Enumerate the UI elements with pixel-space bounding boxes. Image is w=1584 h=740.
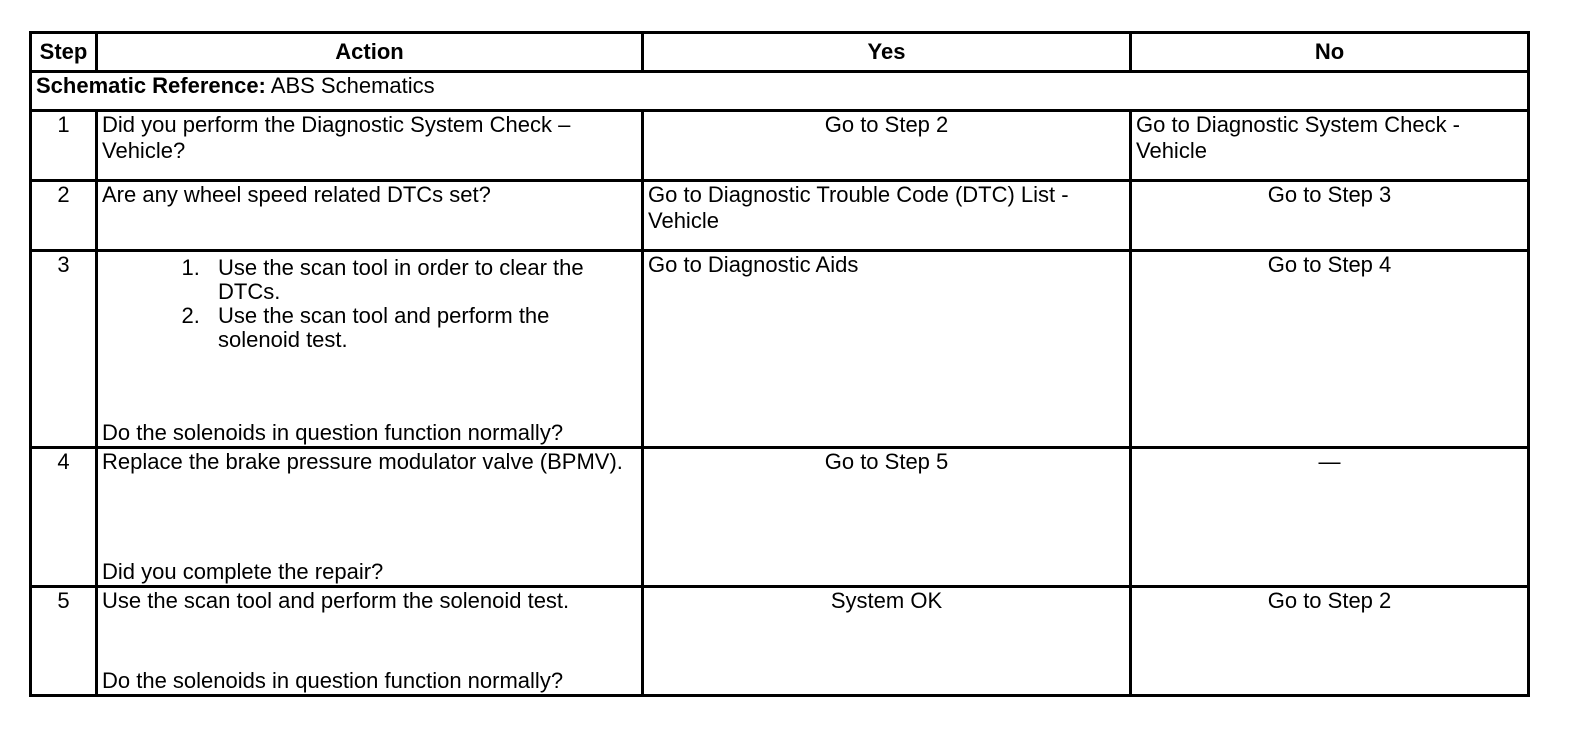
table-row [31, 448, 1529, 587]
action-question: Did you complete the repair? [102, 559, 384, 584]
yes-cell[interactable]: Go to Diagnostic Trouble Code (DTC) List - Vehicle [643, 181, 1131, 251]
table-row [31, 111, 1529, 181]
diagnostic-table-container [29, 31, 1530, 697]
header-action: Action [97, 33, 643, 72]
header-no: No [1131, 33, 1529, 72]
no-cell: — [1131, 448, 1529, 587]
action-cell [97, 448, 643, 587]
no-cell[interactable]: Go to Step 2 [1131, 587, 1529, 696]
step-number: 2 [31, 181, 97, 251]
header-step: Step [31, 33, 97, 72]
action-cell [97, 587, 643, 696]
action-step-item: 1. Use the scan tool in order to clear the DTCs. [206, 256, 637, 304]
action-question: Do the solenoids in question function normally? [102, 420, 564, 445]
schematic-reference-row [31, 72, 1529, 111]
action-text: Replace the brake pressure modulator valve (BPMV). [102, 449, 623, 474]
table-row [31, 587, 1529, 696]
schematic-reference-cell [31, 72, 1529, 111]
header-row [31, 33, 1529, 72]
schematic-reference-link[interactable]: ABS Schematics [270, 73, 435, 98]
action-cell: Are any wheel speed related DTCs set? [97, 181, 643, 251]
action-step-list [102, 256, 637, 352]
action-question: Do the solenoids in question function normally? [102, 668, 564, 693]
step-number: 1 [31, 111, 97, 181]
table-row [31, 181, 1529, 251]
header-yes: Yes [643, 33, 1131, 72]
step-number: 5 [31, 587, 97, 696]
step-number: 3 [31, 251, 97, 448]
no-cell[interactable]: Go to Step 4 [1131, 251, 1529, 448]
action-text: Use the scan tool and perform the solenoid test. [102, 588, 570, 613]
yes-cell[interactable]: Go to Step 2 [643, 111, 1131, 181]
no-cell[interactable]: Go to Diagnostic System Check - Vehicle [1131, 111, 1529, 181]
yes-cell[interactable]: Go to Diagnostic Aids [643, 251, 1131, 448]
step-number: 4 [31, 448, 97, 587]
action-cell [97, 251, 643, 448]
action-step-item: 2. Use the scan tool and perform the solenoid test. [206, 304, 637, 352]
yes-cell: System OK [643, 587, 1131, 696]
schematic-reference-label: Schematic Reference: [36, 73, 266, 98]
diagnostic-table [29, 31, 1530, 697]
no-cell[interactable]: Go to Step 3 [1131, 181, 1529, 251]
action-cell: Did you perform the Diagnostic System Check – Vehicle? [97, 111, 643, 181]
yes-cell[interactable]: Go to Step 5 [643, 448, 1131, 587]
table-row [31, 251, 1529, 448]
